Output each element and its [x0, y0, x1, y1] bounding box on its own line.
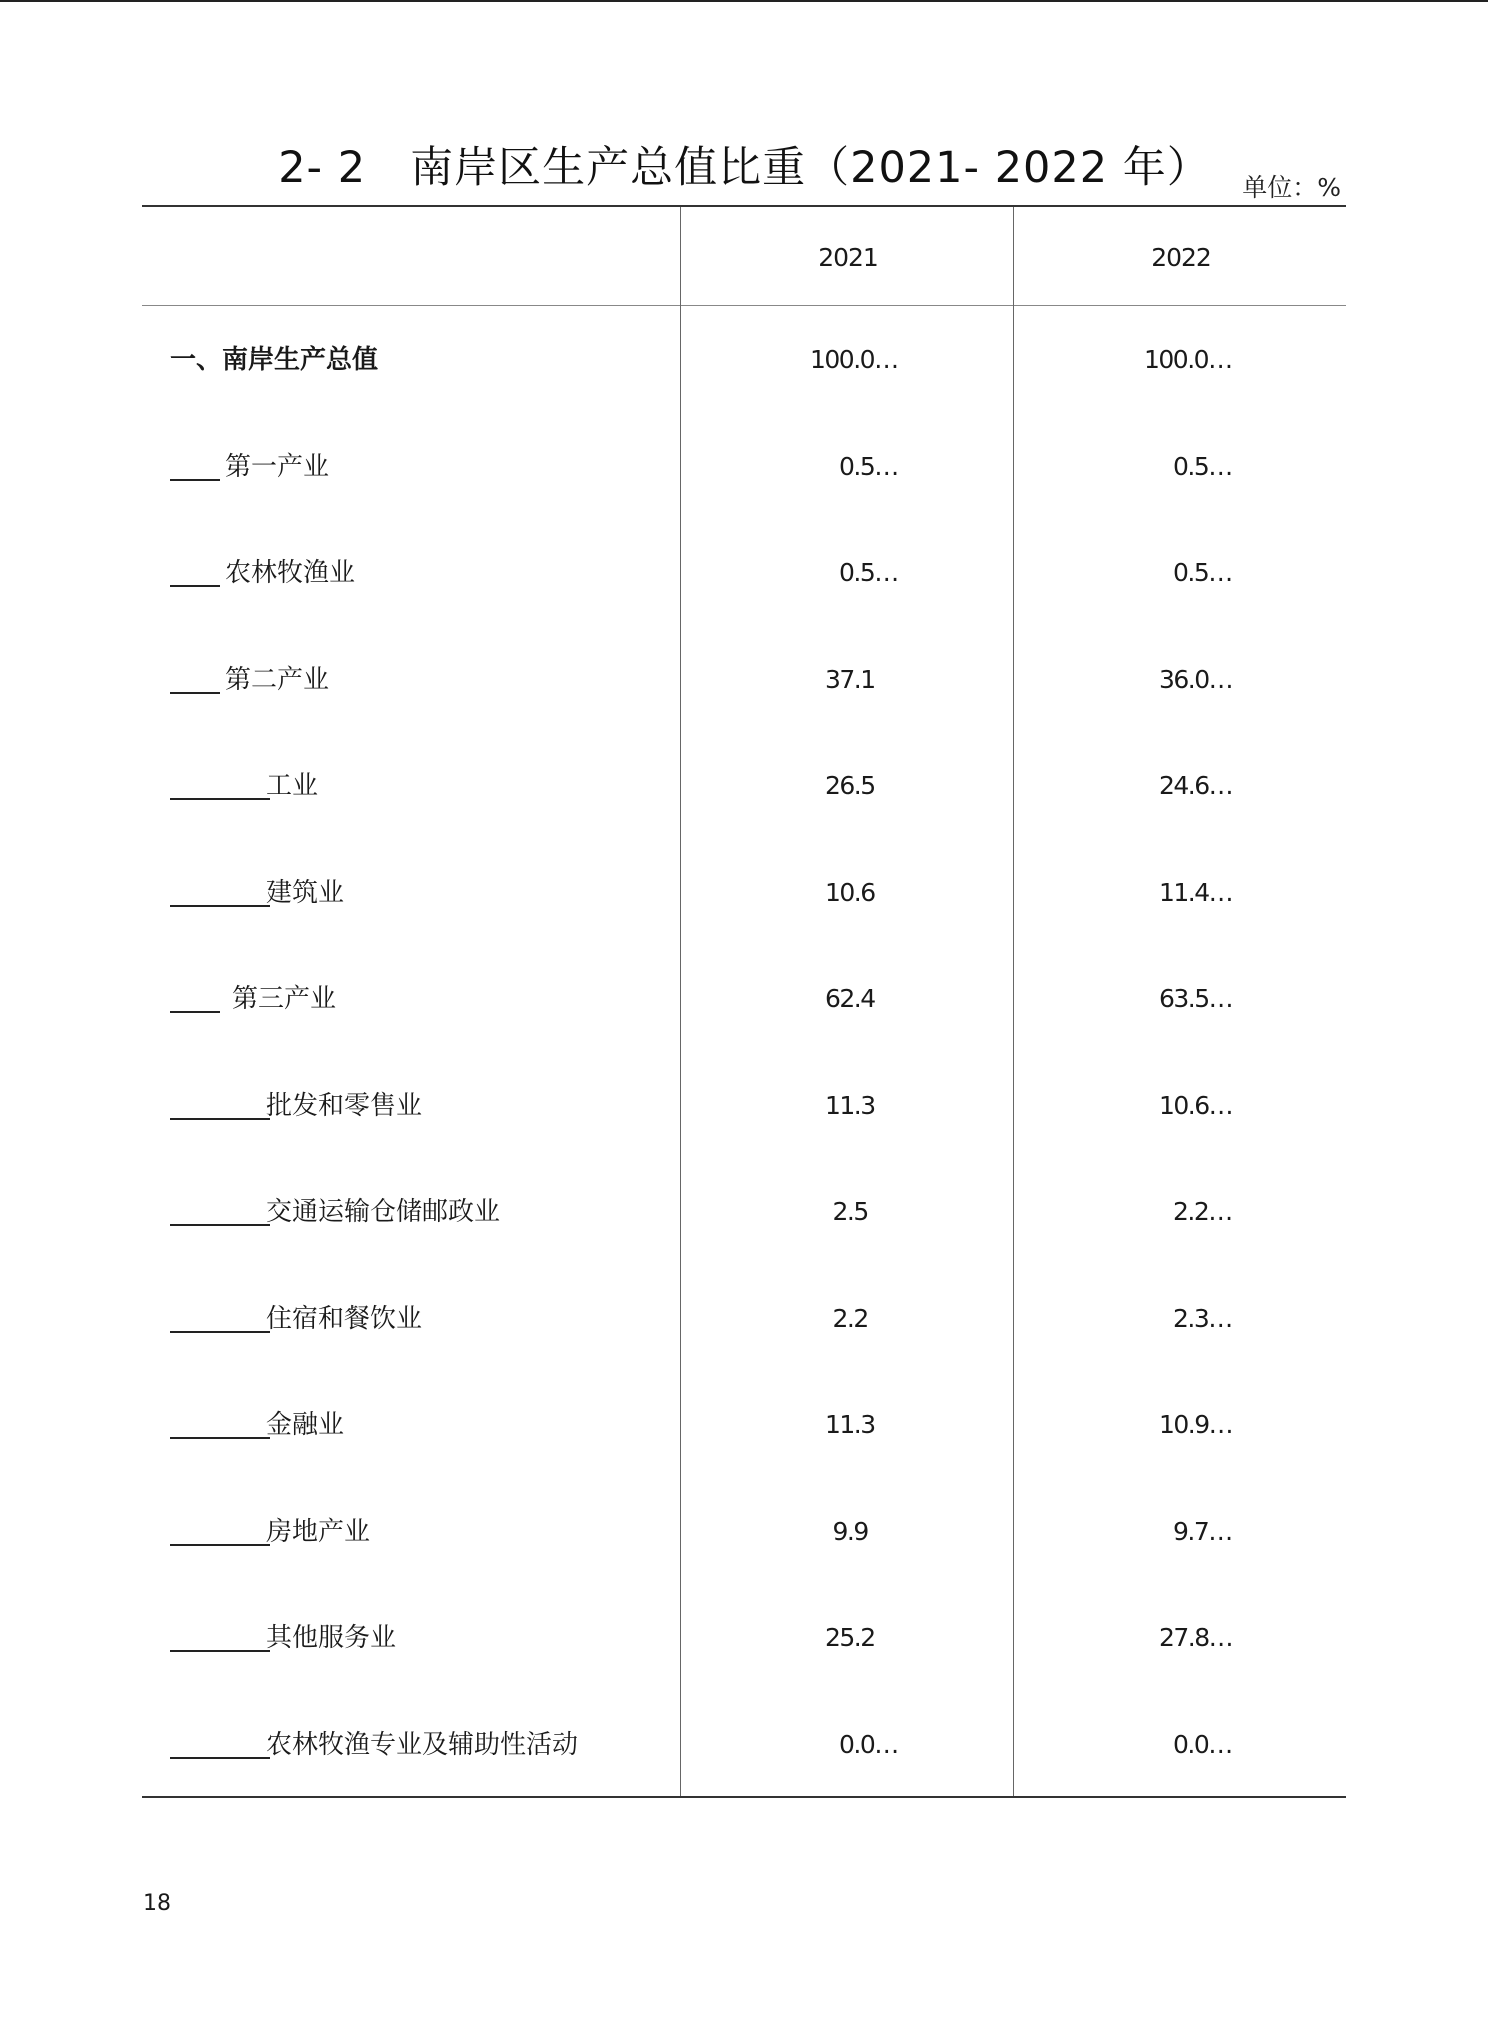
value-2021: 0.0… — [839, 1729, 898, 1759]
table-row — [142, 1299, 1346, 1339]
table-row — [142, 340, 1346, 380]
data-table — [142, 205, 1346, 1798]
row-label: 住宿和餐饮业 — [266, 1303, 423, 1334]
value-2022: 11.4… — [1159, 877, 1233, 907]
indent-leader — [170, 1735, 270, 1759]
indent-leader — [170, 1522, 270, 1546]
value-2021: 0.5… — [839, 558, 898, 587]
value-2021: 11.3 — [825, 1090, 875, 1120]
page-title: 2- 2 南岸区生产总值比重（2021- 2022 年） — [278, 143, 1211, 193]
unit-label: 单位：% — [1242, 173, 1341, 202]
table-row — [142, 873, 1346, 913]
value-2022: 0.5… — [1173, 558, 1232, 587]
column-header-2022: 2022 — [1151, 243, 1211, 272]
page-top-border — [0, 0, 1488, 2]
value-2022: 2.3… — [1173, 1303, 1232, 1333]
table-row — [142, 553, 1346, 593]
table-row — [142, 1512, 1346, 1552]
indent-leader — [170, 1309, 270, 1333]
row-label: 第一产业 — [225, 451, 330, 482]
row-label: 一、南岸生产总值 — [170, 345, 379, 375]
value-2021: 26.5 — [825, 771, 875, 800]
value-2022: 10.9… — [1159, 1410, 1233, 1439]
table-row — [142, 1618, 1346, 1658]
indent-leader — [170, 670, 220, 694]
table-bottom-rule — [142, 1796, 1346, 1798]
indent-leader — [170, 457, 220, 481]
value-2021: 37.1 — [825, 664, 875, 694]
row-label: 农林牧渔业 — [225, 558, 356, 588]
table-header-rule — [142, 305, 1346, 306]
value-2022: 9.7… — [1173, 1516, 1232, 1546]
row-label: 金融业 — [266, 1410, 345, 1440]
value-2022: 10.6… — [1159, 1090, 1233, 1120]
value-2021: 10.6 — [825, 877, 875, 907]
value-2021: 62.4 — [825, 984, 875, 1013]
indent-leader — [170, 776, 270, 800]
row-label: 工业 — [266, 771, 319, 801]
indent-leader — [170, 563, 220, 587]
indent-leader — [170, 1202, 270, 1226]
table-row — [142, 766, 1346, 806]
row-label: 第三产业 — [232, 984, 337, 1014]
table-row — [142, 1086, 1346, 1126]
value-2022: 27.8… — [1159, 1623, 1233, 1652]
indent-leader — [170, 1628, 270, 1652]
table-row — [142, 1405, 1346, 1445]
row-label: 批发和零售业 — [266, 1090, 423, 1121]
indent-leader — [170, 1096, 270, 1120]
value-2021: 2.5 — [832, 1197, 868, 1226]
table-row — [142, 1725, 1346, 1765]
row-label: 农林牧渔专业及辅助性活动 — [266, 1729, 579, 1760]
value-2022: 36.0… — [1159, 664, 1233, 694]
column-header-2021: 2021 — [818, 243, 878, 272]
value-2022: 63.5… — [1159, 984, 1233, 1013]
value-2021: 25.2 — [825, 1623, 875, 1652]
row-label: 建筑业 — [266, 877, 345, 908]
value-2021: 2.2 — [832, 1303, 868, 1333]
row-label: 第二产业 — [225, 664, 330, 695]
table-row — [142, 447, 1346, 487]
indent-leader — [170, 1415, 270, 1439]
value-2022: 100.0… — [1144, 345, 1232, 374]
table-row — [142, 979, 1346, 1019]
table-row — [142, 1192, 1346, 1232]
value-2021: 11.3 — [825, 1410, 875, 1439]
row-label: 其他服务业 — [266, 1623, 397, 1653]
value-2022: 24.6… — [1159, 771, 1233, 800]
table-top-rule — [142, 205, 1346, 207]
indent-leader — [170, 883, 270, 907]
value-2022: 0.0… — [1173, 1729, 1232, 1759]
row-label: 交通运输仓储邮政业 — [266, 1197, 501, 1227]
indent-leader — [170, 989, 220, 1013]
value-2021: 9.9 — [832, 1516, 868, 1546]
row-label: 房地产业 — [266, 1516, 371, 1547]
value-2021: 0.5… — [839, 451, 898, 481]
value-2021: 100.0… — [810, 345, 898, 374]
value-2022: 2.2… — [1173, 1197, 1232, 1226]
value-2022: 0.5… — [1173, 451, 1232, 481]
table-row — [142, 660, 1346, 700]
page-number: 18 — [143, 1891, 171, 1916]
